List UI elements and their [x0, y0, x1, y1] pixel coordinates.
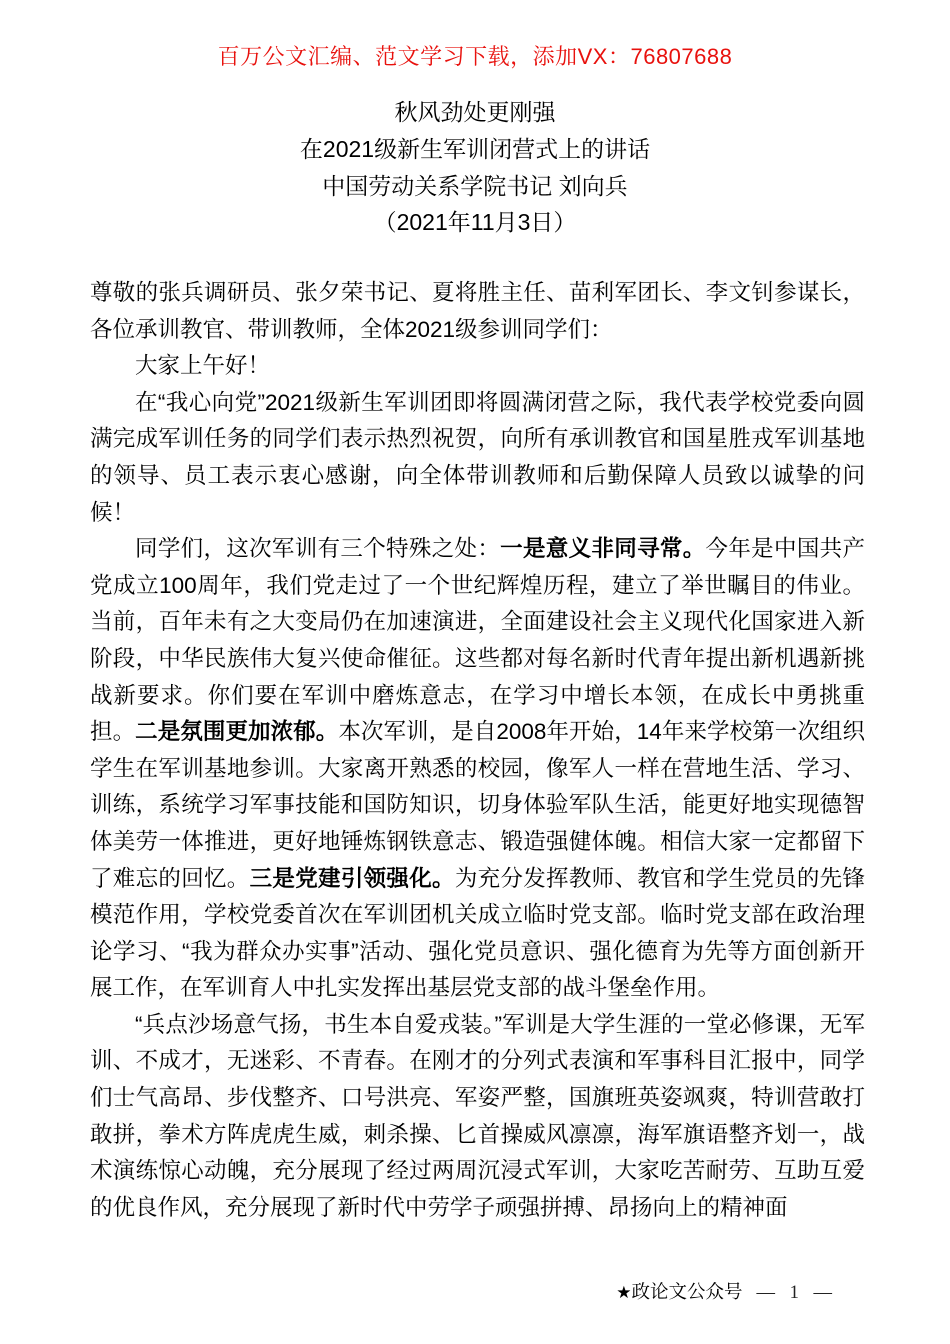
document-date: （2021年11月3日）	[373, 209, 577, 236]
text-run: 为充分发挥教师、教官和学生党员的先锋模范作用，学校党委首次在军训团机关成立临时党支部。临时党支部在政治理论学习、“我为群众办实事”活动、强化党员意识、强化德育为先等方面创新开展工作，在军训育人中扎实发挥出基层党支部的战斗堡垒作用。	[90, 865, 865, 1001]
document-body	[90, 275, 865, 1226]
paragraph	[90, 1007, 865, 1227]
text-run: 今年是中国共产党成立100周年，我们党走过了一个世纪辉煌历程，建立了举世瞩目的伟业。当前，百年未有之大变局仍在加速演进，全面建设社会主义现代化国家进入新阶段，中华民族伟大复兴使命催征。这些都对每名新时代青年提出新机遇新挑战新要求。你们要在军训中磨炼意志，在学习中增长本领，在成长中勇挑重担。	[90, 536, 865, 745]
document-author: 中国劳动关系学院书记 刘向兵	[322, 172, 628, 199]
paragraph	[90, 531, 865, 1007]
star-icon: ★	[616, 1283, 632, 1302]
bold-heading-run: 二是氛围更加浓郁。	[135, 719, 339, 745]
text-run: 大家上午好！	[135, 353, 271, 379]
paragraph	[90, 348, 865, 385]
text-run: 在“我心向党”2021级新生军训团即将圆满闭营之际，我代表学校党委向圆满完成军训任务的同学们表示热烈祝贺，向所有承训教官和国星胜戎军训基地的领导、员工表示衷心感谢，向全体带训教师和后勤保障人员致以诚挚的问候！	[90, 389, 865, 525]
page-number: — 1 —	[756, 1283, 832, 1303]
document-title: 秋风劲处更刚强	[394, 99, 556, 125]
footer-account-label: 政论文公众号	[631, 1281, 743, 1302]
text-run: “兵点沙场意气扬，书生本自爱戎装。”军训是大学生涯的一堂必修课，无军训、不成才，无迷彩、不青春。在刚才的分列式表演和军事科目汇报中，同学们士气高昂、步伐整齐、口号洪亮、军姿严整，国旗班英姿飒爽，特训营敢打敢拼，拳术方阵虎虎生威，刺杀操、匕首操威风凛凛，海军旗语整齐划一，战术演练惊心动魄，充分展现了经过两周沉浸式军训，大家吃苦耐劳、互助互爱的优良作风，充分展现了新时代中劳学子顽强拼搏、昂扬向上的精神面	[90, 1011, 865, 1220]
title-block	[0, 94, 950, 241]
bold-heading-run: 三是党建引领强化。	[249, 865, 455, 891]
document-subtitle: 在2021级新生军训闭营式上的讲话	[299, 135, 651, 162]
bold-heading-run: 一是意义非同寻常。	[500, 536, 706, 562]
paragraph	[90, 385, 865, 531]
page-footer	[616, 1280, 832, 1305]
text-run: 同学们，这次军训有三个特殊之处：	[135, 536, 501, 562]
header-notice: 百万公文汇编、范文学习下载，添加VX：76807688	[217, 44, 733, 69]
paragraph	[90, 275, 865, 348]
text-run: 尊敬的张兵调研员、张夕荣书记、夏将胜主任、苗利军团长、李文钊参谋长，各位承训教官、带训教师，全体2021级参训同学们：	[90, 280, 865, 342]
text-run: 本次军训，是自2008年开始，14年来学校第一次组织学生在军训基地参训。大家离开熟悉的校园，像军人一样在营地生活、学习、训练，系统学习军事技能和国防知识，切身体验军队生活，能更好地实现德智体美劳一体推进，更好地锤炼钢铁意志、锻造强健体魄。相信大家一定都留下了难忘的回忆。	[90, 719, 865, 891]
